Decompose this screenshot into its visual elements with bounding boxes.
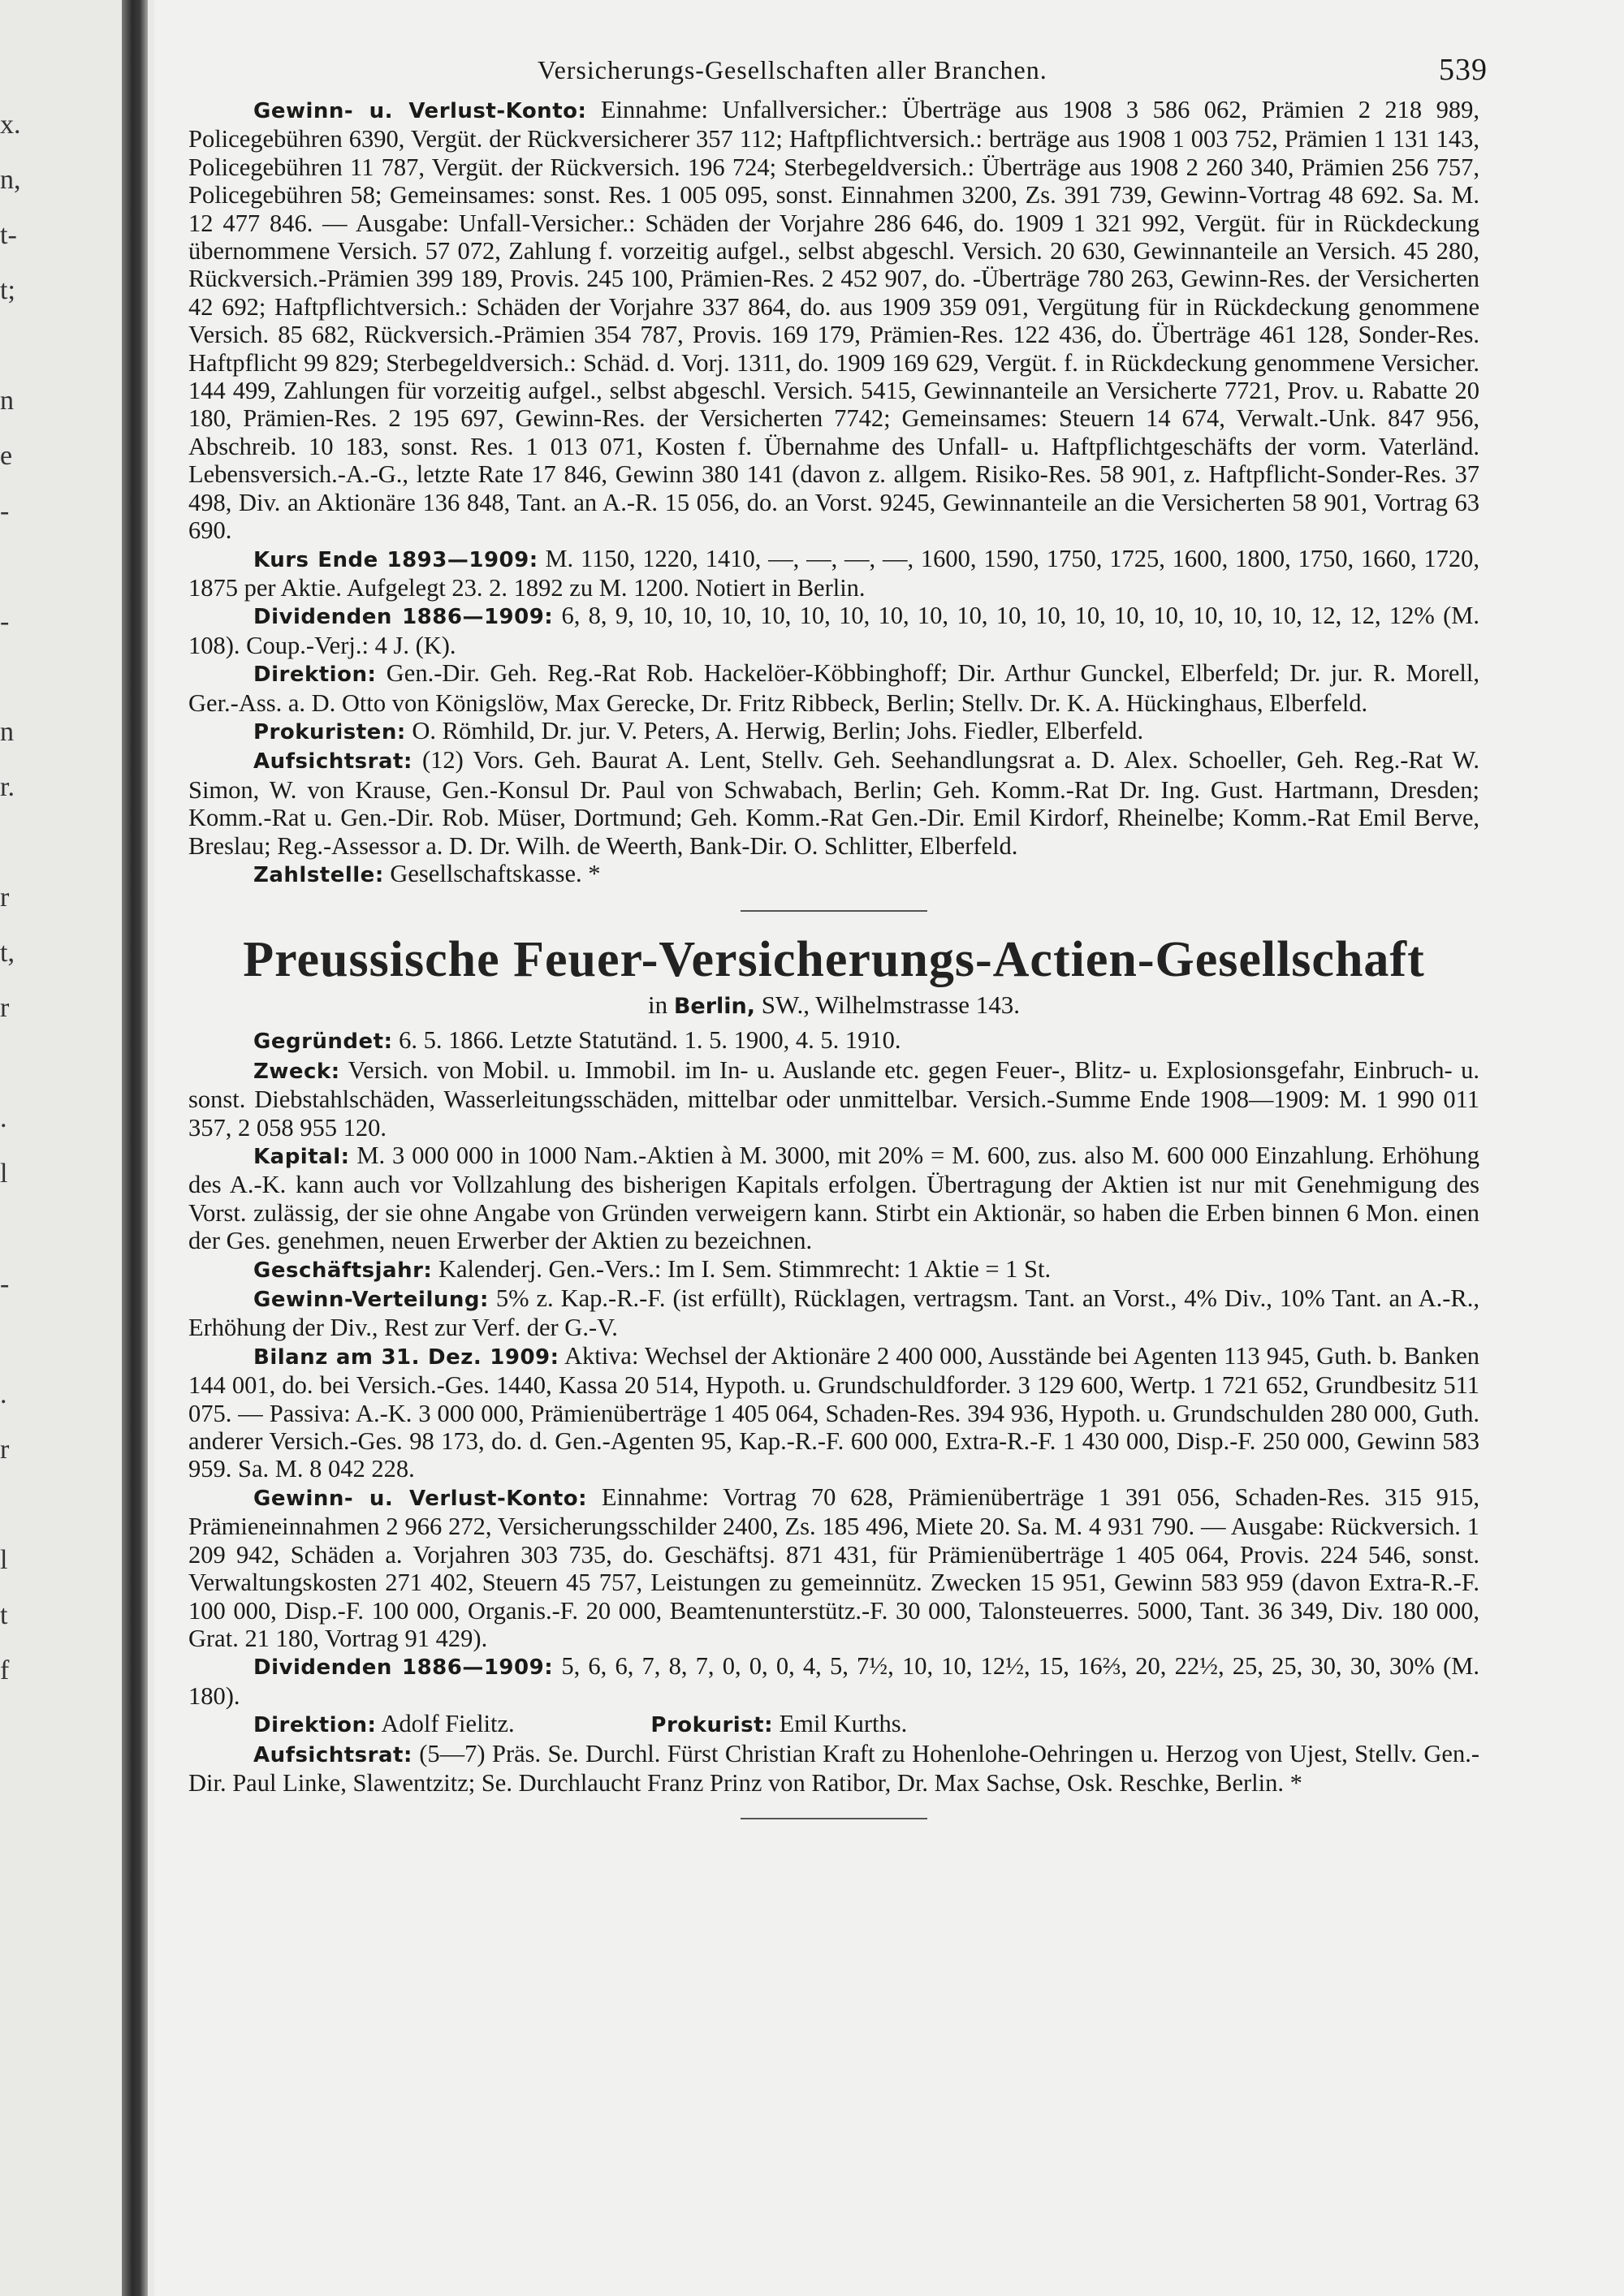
entry-kapital [188, 1142, 1479, 1255]
entry-label: Dividenden 1886—1909: [253, 1655, 554, 1681]
entry-gewinn-verteilung [188, 1284, 1479, 1342]
margin-fragment [0, 318, 32, 373]
margin-fragment [0, 815, 32, 870]
entry-label: Prokuristen: [253, 719, 406, 744]
entry-gegruendet [188, 1026, 1479, 1055]
page-number: 539 [1439, 53, 1488, 87]
entry-text: M. 1150, 1220, 1410, —, —, —, —, 1600, 1590, 1750, 1725, 1600, 1800, 1750, 1660, 1720, 1875 per Aktie. Aufgelegt 23. 2. 1892 zu M. 1200. Notiert in Berlin. [188, 544, 1479, 602]
margin-fragment [0, 1478, 32, 1533]
margin-fragment: e [0, 441, 13, 471]
entry-text: O. Römhild, Dr. jur. V. Peters, A. Herwig, Berlin; Johs. Fiedler, Elberfeld. [412, 716, 1144, 744]
company-address [188, 990, 1479, 1020]
entry-text: (12) Vors. Geh. Baurat A. Lent, Stellv. Geh. Seehandlungsrat a. D. Alex. Schoeller, Geh. Reg.-Rat W. Simon, W. von Krause, Gen.-Konsul Dr. Paul von Schwabach, Berlin; Geh. Komm.-Rat Dr. Ing. Gust. Hartmann, Dresden; Komm.-Rat u. Gen.-Dir. Rob. Müser, Dortmund; Geh. Komm.-Rat Gen.-Dir. Emil Kirdorf, Rheinelbe; Komm.-Rat Emil Berve, Breslau; Reg.-Assessor a. D. Dr. Wilh. de Weerth, Bank-Dir. O. Schlitter, Elberfeld. [188, 746, 1479, 860]
margin-fragment [0, 650, 32, 705]
entry-geschaeftsjahr [188, 1255, 1479, 1284]
entry-prokuristen [188, 717, 1479, 746]
entry-label: Geschäftsjahr: [253, 1258, 433, 1283]
margin-fragment [0, 539, 32, 594]
entry-label: Gewinn- u. Verlust-Konto: [253, 1486, 588, 1511]
margin-fragment: t; [0, 275, 15, 305]
entry-label: Gewinn- u. Verlust-Konto: [253, 99, 587, 123]
address-prefix: in [647, 990, 668, 1020]
margin-fragment: t- [0, 220, 17, 250]
entry-label: Zahlstelle: [253, 862, 384, 887]
entry-text-prokurist: Emil Kurths. [779, 1710, 908, 1738]
entry-direktion-2 [188, 1710, 1479, 1739]
entry-label: Kapital: [253, 1145, 350, 1169]
bottom-divider [741, 1818, 927, 1819]
margin-fragment: t [0, 1600, 8, 1630]
entry-text: Kalenderj. Gen.-Vers.: Im I. Sem. Stimmrecht: 1 Aktie = 1 St. [438, 1254, 1052, 1283]
entry-text: Einnahme: Vortrag 70 628, Prämienüberträge 1 391 056, Schaden-Res. 315 915, Prämieneinnahmen 2 966 272, Versicherungsschilder 2400, Zs. 185 496, Miete 20. Sa. M. 4 931 790. — Ausgabe: Rückversich. 1 209 942, Schäden a. Vorjahren 303 735, do. Geschäftsj. 871 431, für Prämienüberträge 1 405 064, Provis. 224 546, sonst. Verwaltungskosten 271 402, Steuern 45 757, Leistungen zu gemeinnütz. Zwecken 15 951, Gewinn 583 959 (davon Extra-R.-F. 100 000, Disp.-F. 100 000, Organis.-F. 20 000, Beamtenunterstütz.-F. 30 000, Talonsteuerres. 5000, Tant. 36 349, Div. 180 000, Grat. 21 180, Vortrag 91 429). [188, 1482, 1480, 1652]
entry-dividenden [188, 602, 1479, 659]
margin-fragment: - [0, 606, 10, 637]
margin-fragment: l [0, 1545, 8, 1575]
margin-fragment: n, [0, 165, 21, 195]
book-spine [122, 0, 148, 2296]
entry-text: 6. 5. 1866. Letzte Statutänd. 1. 5. 1900, 4. 5. 1910. [399, 1026, 901, 1055]
margin-fragment [0, 1036, 32, 1091]
entry-label: Aufsichtsrat: [253, 1742, 412, 1767]
entry-text: 5% z. Kap.-R.-F. (ist erfüllt), Rücklagen, vertragsm. Tant. an Vorst., 4% Div., 10% Tant. an A.-R., Erhöhung der Div., Rest zur Verf. der G.-V. [188, 1284, 1479, 1342]
margin-fragment: . [0, 1103, 7, 1133]
running-title: Versicherungs-Gesellschaften aller Branchen. [538, 55, 1047, 84]
entry-gewinn-verlust-2 [188, 1483, 1479, 1652]
entry-aufsichtsrat [188, 746, 1479, 860]
entry-zweck [188, 1056, 1479, 1142]
entry-label: Kurs Ende 1893—1909: [253, 547, 538, 572]
previous-page-edge [0, 97, 32, 1698]
margin-fragment: r [0, 1435, 10, 1465]
margin-fragment [0, 1202, 32, 1257]
entry-dividenden-2 [188, 1652, 1479, 1710]
entry-text: Adolf Fielitz. [381, 1710, 515, 1738]
entry-label: Bilanz am 31. Dez. 1909: [253, 1344, 559, 1370]
margin-fragment: n [0, 717, 14, 747]
entry-text: 6, 8, 9, 10, 10, 10, 10, 10, 10, 10, 10, 10, 10, 10, 10, 10, 10, 10, 10, 10, 12, 12, 12% (M. 108). Coup.-Verj.: 4 J. (K). [188, 602, 1480, 659]
entry-text: Aktiva: Wechsel der Aktionäre 2 400 000, Ausstände bei Agenten 113 945, Guth. b. Banken 144 001, do. bei Versich.-Ges. 1440, Kassa 20 514, Hypoth. u. Grundschuldforder. 3 129 600, Wertp. 1 721 652, Grundbesitz 511 075. — Passiva: A.-K. 3 000 000, Prämienüberträge 1 405 064, Schaden-Res. 394 936, Hypoth. u. Grundschulden 280 000, Guth. anderer Versich.-Ges. 98 173, do. d. Gen.-Agenten 95, Kap.-R.-F. 600 000, Extra-R.-F. 1 430 000, Disp.-F. 250 000, Gewinn 583 959. Sa. M. 8 042 228. [188, 1341, 1480, 1483]
page-content [188, 47, 1488, 1839]
entry-label: Direktion: [253, 1713, 377, 1738]
margin-fragment [0, 1312, 32, 1367]
running-head [188, 47, 1488, 96]
margin-fragment: r [0, 883, 10, 913]
entry-text: Gen.-Dir. Geh. Reg.-Rat Rob. Hackelöer-Köbbinghoff; Dir. Arthur Gunckel, Elberfeld; Dr. jur. R. Morell, Ger.-Ass. a. D. Otto von Königslöw, Max Gerecke, Dr. Fritz Ribbeck, Berlin; Stellv. Dr. K. A. Hückinghaus, Elberfeld. [188, 659, 1479, 717]
entry-text: (5—7) Präs. Se. Durchl. Fürst Christian Kraft zu Hohenlohe-Oehringen u. Herzog von Ujest, Stellv. Gen.-Dir. Paul Linke, Slawentzitz; Se. Durchlaucht Franz Prinz von Ratibor, Dr. Max Sachse, Osk. Reschke, Berlin. * [188, 1739, 1479, 1797]
margin-fragment: f [0, 1655, 10, 1685]
entry-label: Zweck: [253, 1059, 340, 1084]
entry-label-prokurist: Prokurist: [650, 1713, 773, 1738]
entry-kurs [188, 545, 1479, 602]
margin-fragment: r [0, 993, 10, 1023]
entry-aufsichtsrat-2 [188, 1740, 1479, 1798]
entry-bilanz [188, 1342, 1479, 1483]
margin-fragment: l [0, 1159, 8, 1189]
entry-label: Aufsichtsrat: [253, 749, 412, 775]
entry-label: Gegründet: [253, 1029, 393, 1055]
entry-label: Dividenden 1886—1909: [253, 605, 554, 630]
entry-text: Versich. von Mobil. u. Immobil. im In- u. Auslande etc. gegen Feuer-, Blitz- u. Explosionsgefahr, Einbruch- u. sonst. Diebstahlschäden, Wasserleitungsschäden, mittelbar oder unmittelbar. Versich.-Summe Ende 1908—1909: M. 1 990 011 357, 2 058 955 120. [188, 1055, 1480, 1142]
entry-text: Gesellschaftskasse. * [390, 859, 601, 887]
company-title: Preussische Feuer-Versicherungs-Actien-Gesellschaft [243, 932, 1425, 988]
address-city: Berlin, [673, 994, 756, 1020]
margin-fragment: - [0, 496, 10, 526]
entry-text: Einnahme: Unfallversicher.: Überträge aus 1908 3 586 062, Prämien 2 218 989, Policegebühren 6390, Vergüt. der Rückversicherer 357 112; Haftpflichtversich.: berträge aus 1908 1 003 752, Prämien 1 131 143, Policegebühren 11 787, Vergüt. der Rückversich. 196 724; Sterbegeldversich.: Überträge aus 1908 2 260 340, Prämien 256 757, Policegebühren 58; Gemeinsames: sonst. Res. 1 005 095, sonst. Einnahmen 3200, Zs. 391 739, Gewinn-Vortrag 48 692. Sa. M. 12 477 846. — Ausgabe: Unfall-Versicher.: Schäden der Vorjahre 286 646, do. 1909 1 321 992, Vergüt. für in Rückdeckung übernommene Versich. 57 072, Zahlung f. vorzeitig aufgel., selbst abgeschl. Versich. 20 630, Gewinnanteile an Versich. 45 280, Rückversich.-Prämien 399 189, Provis. 245 100, Prämien-Res. 2 452 907, do. -Überträge 780 263, Gewinn-Res. der Versicherten 42 692; Haftpflichtversich.: Schäden der Vorjahre 337 864, do. aus 1909 359 091, Vergütung für in Rückdeckung genommene Versich. 85 682, Rückversich.-Prämien 354 787, Provis. 169 179, Prämien-Res. 122 436, do. Überträge 461 128, Sonder-Res. Haftpflicht 99 829; Sterbegeldversich.: Schäd. d. Vorj. 1311, do. 1909 169 629, Vergüt. f. in Rückdeckung genommene Versicher. 144 499, Zahlungen für vorzeitig aufgel., selbst abgeschl. Versich. 5415, Gewinnanteile an Versicherte 7721, Prov. u. Rabatte 20 180, Prämien-Res. 2 195 697, Gewinn-Res. der Versicherten 7742; Gemeinsames: Steuern 14 674, Verwalt.-Unk. 847 956, Abschreib. 10 183, sonst. Res. 1 013 071, Kosten f. Übernahme des Unfall- u. Haftpflichtgeschäfts der vorm. Vaterländ. Lebensversich.-A.-G., letzte Rate 17 846, Gewinn 380 141 (davon z. allgem. Risiko-Res. 58 901, z. Haftpflicht-Sonder-Res. 37 498, Div. an Aktionäre 136 848, Tant. an A.-R. 15 056, do. an Vorst. 9245, Gewinnanteile an die Versicherten 58 901, Vortrag 63 690. [188, 96, 1479, 545]
section-divider [741, 910, 927, 912]
margin-fragment: n [0, 386, 14, 416]
entry-zahlstelle [188, 860, 1479, 889]
address-street: SW., Wilhelmstrasse 143. [761, 990, 1021, 1020]
entry-direktion [188, 659, 1479, 717]
entry-gewinn-verlust [188, 96, 1479, 545]
entry-label: Gewinn-Verteilung: [253, 1288, 489, 1313]
entry-text: M. 3 000 000 in 1000 Nam.-Aktien à M. 3000, mit 20% = M. 600, zus. also M. 600 000 Einzahlung. Erhöhung des A.-K. kann auch vor Vollzahlung des bisherigen Kapitals erfolgen. Übertragung der Aktien ist nur mit Genehmigung des Vorst. zulässig, der sie ohne Angabe von Gründen verweigern kann. Stirbt ein Aktionär, so haben die Erben binnen 6 Mon. einen der Ges. genehmen, neuen Erwerber der Aktien zu bezeichnen. [188, 1142, 1479, 1255]
margin-fragment: r. [0, 772, 15, 802]
margin-fragment: x. [0, 110, 21, 140]
margin-fragment: t, [0, 938, 15, 968]
margin-fragment: . [0, 1379, 7, 1409]
entry-label: Direktion: [253, 662, 377, 688]
margin-fragment: - [0, 1269, 10, 1299]
entry-text: 5, 6, 6, 7, 8, 7, 0, 0, 0, 4, 5, 7½, 10, 10, 12½, 15, 16⅔, 20, 22½, 25, 25, 30, 30, 30% (M. 180). [188, 1652, 1480, 1710]
